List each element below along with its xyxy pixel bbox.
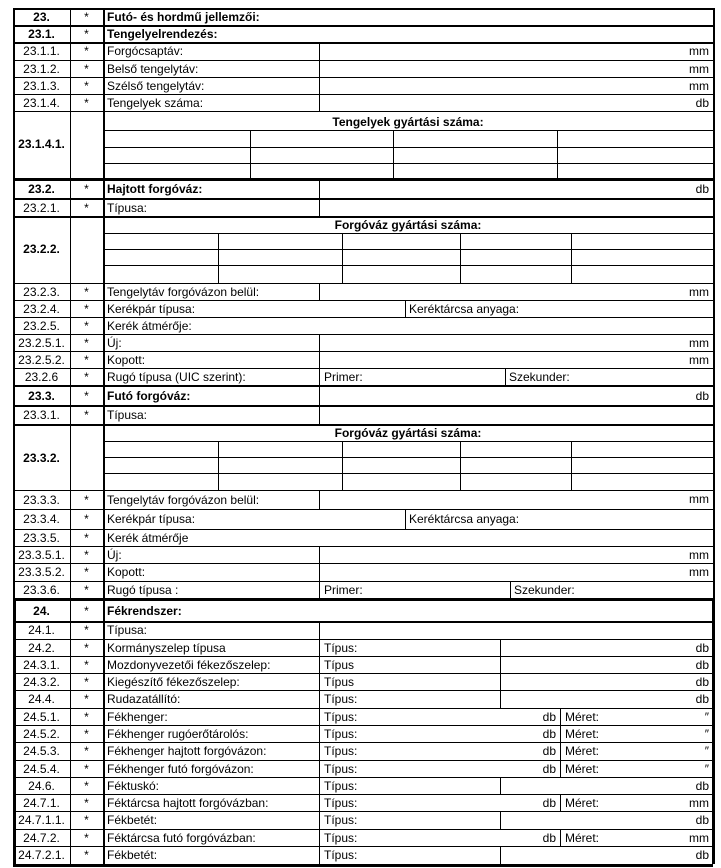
required-marker: *	[84, 709, 89, 724]
field-label: Fékhenger futó forgóvázon:	[107, 761, 254, 776]
serial-number-field[interactable]	[104, 164, 249, 179]
field-label: Típus:	[324, 813, 358, 827]
grid-line	[571, 233, 572, 283]
row-number: 23.1.1.	[23, 44, 60, 58]
required-marker: *	[84, 778, 89, 793]
field-label: Féktárcsa hajtott forgóvázban:	[107, 795, 269, 810]
field-label: Rugó típusa (UIC szerint):	[107, 370, 246, 384]
grid-line	[13, 111, 713, 112]
row-number: 24.5.2.	[23, 726, 60, 741]
row-number: 24.4.	[28, 692, 55, 706]
required-marker: *	[84, 62, 89, 76]
grid-line	[103, 441, 713, 442]
unit-label: db	[695, 778, 709, 793]
required-marker: *	[84, 512, 89, 526]
required-marker: *	[84, 10, 89, 24]
unit-label: db	[542, 709, 556, 724]
serial-number-field[interactable]	[251, 148, 392, 163]
row-number: 23.3.1.	[23, 408, 60, 422]
section-number: 23.1.	[28, 27, 55, 41]
serial-number-field[interactable]	[558, 148, 712, 163]
unit-label: mm	[689, 548, 709, 562]
required-marker: *	[84, 674, 89, 689]
required-marker: *	[84, 604, 89, 618]
required-marker: *	[84, 201, 89, 215]
unit-label: mm	[689, 492, 709, 506]
field-label: Típus:	[324, 778, 358, 793]
required-marker: *	[84, 96, 89, 110]
unit-label: mm	[689, 565, 709, 579]
field-label: Kerék átmérője	[107, 530, 189, 545]
section-number: 24.	[33, 604, 50, 618]
field-label: Primer:	[324, 583, 363, 597]
field-label: Típus	[324, 657, 355, 672]
section-number: 23.2.	[28, 182, 55, 196]
row-number: 23.1.3.	[23, 79, 60, 93]
block-title: Forgóváz gyártási száma:	[334, 426, 482, 440]
unit-label: ″	[704, 761, 709, 776]
field-label: Rudazatállító:	[107, 692, 181, 706]
field-label: Típusa:	[107, 201, 148, 215]
value-field[interactable]	[320, 564, 680, 579]
serial-number-field[interactable]	[558, 131, 712, 146]
grid-line	[13, 94, 713, 95]
unit-label: db	[542, 761, 556, 776]
required-marker: *	[84, 547, 89, 562]
field-label: Szélső tengelytáv:	[107, 79, 205, 93]
grid-line	[460, 233, 461, 283]
unit-label: db	[695, 182, 709, 196]
required-marker: *	[84, 795, 89, 810]
unit-label: mm	[689, 79, 709, 93]
field-label: Mozdonyvezetői fékezőszelep:	[107, 657, 271, 672]
field-label: Típusa:	[107, 623, 148, 637]
serial-number-field[interactable]	[394, 164, 556, 179]
unit-label: mm	[689, 795, 709, 810]
row-number: 23.3.2.	[23, 451, 60, 465]
grid-line	[13, 529, 713, 530]
required-marker: *	[84, 27, 89, 41]
grid-line	[70, 598, 71, 864]
required-marker: *	[84, 44, 89, 58]
row-number: 23.2.5.2.	[18, 353, 65, 367]
value-field[interactable]	[320, 622, 710, 638]
row-number: 23.3.4.	[23, 512, 60, 526]
field-label: Méret:	[565, 726, 600, 741]
value-field[interactable]	[320, 94, 680, 111]
field-label: Kerékpár típusa:	[107, 512, 196, 526]
required-marker: *	[84, 761, 89, 776]
field-label: Forgócsaptáv:	[107, 44, 184, 58]
grid-line	[103, 249, 713, 250]
grid-line	[713, 8, 715, 598]
grid-line	[103, 598, 105, 864]
unit-label: mm	[689, 353, 709, 367]
grid-line	[13, 317, 713, 318]
section-title: Tengelyelrendezés:	[107, 27, 218, 41]
grid-line	[13, 77, 713, 78]
unit-label: mm	[689, 830, 709, 845]
field-label: Kopott:	[107, 565, 146, 579]
row-number: 23.2.5.	[23, 319, 60, 333]
row-number: 23.1.2.	[23, 62, 60, 76]
unit-label: ″	[704, 744, 709, 758]
unit-label: db	[542, 744, 556, 758]
value-field[interactable]	[320, 406, 710, 423]
row-number: 23.2.4.	[23, 302, 60, 316]
row-number: 24.3.1.	[23, 657, 60, 672]
required-marker: *	[84, 830, 89, 845]
serial-number-field[interactable]	[251, 164, 392, 179]
serial-number-field[interactable]	[394, 148, 556, 163]
row-number: 23.2.6	[24, 370, 59, 384]
field-label: Kopott:	[107, 353, 146, 367]
value-field[interactable]	[320, 491, 680, 508]
field-label: Kiegészítő fékezőszelep:	[107, 674, 240, 689]
row-number: 24.3.2.	[23, 674, 60, 689]
field-label: Fékbetét:	[107, 813, 158, 827]
field-label: Kormányszelep típusa	[107, 640, 226, 655]
unit-label: db	[542, 726, 556, 741]
field-label: Fékbetét:	[107, 848, 158, 862]
section-title: Futó- és hordmű jellemzői:	[107, 10, 260, 24]
block-title: Forgóváz gyártási száma:	[334, 218, 482, 232]
field-label: Rugó típusa :	[107, 582, 179, 597]
unit-label: db	[695, 640, 709, 655]
serial-number-field[interactable]	[394, 131, 556, 146]
unit-label: db	[542, 830, 556, 845]
value-field[interactable]	[540, 301, 710, 316]
value-field[interactable]	[540, 511, 710, 528]
field-label: Keréktárcsa anyaga:	[409, 512, 520, 526]
grid-line	[319, 42, 320, 111]
grid-line	[505, 368, 506, 385]
required-marker: *	[84, 848, 89, 862]
unit-label: db	[695, 848, 709, 862]
grid-line	[319, 581, 320, 598]
required-marker: *	[84, 389, 89, 403]
field-label: Fékhenger:	[107, 709, 168, 724]
required-marker: *	[84, 319, 89, 333]
field-label: Kerékpár típusa:	[107, 302, 196, 316]
unit-label: mm	[689, 336, 709, 350]
row-number: 23.1.4.1.	[18, 137, 65, 151]
value-field[interactable]	[320, 179, 680, 198]
grid-line	[13, 60, 713, 61]
row-number: 24.7.2.	[23, 830, 60, 845]
field-label: Típusa:	[107, 408, 148, 422]
row-number: 23.3.5.1.	[18, 547, 65, 562]
required-marker: *	[84, 408, 89, 422]
row-number: 23.2.2.	[23, 242, 60, 256]
unit-label: mm	[689, 44, 709, 58]
row-number: 24.7.1.	[23, 795, 60, 810]
grid-line	[319, 368, 320, 385]
unit-label: db	[695, 389, 709, 403]
field-label: Típus:	[324, 795, 358, 810]
block-title: Tengelyek gyártási száma:	[332, 115, 484, 129]
field-label: Típus:	[324, 640, 358, 655]
unit-label: mm	[689, 285, 709, 299]
row-number: 24.7.1.1.	[18, 813, 65, 827]
grid-line	[103, 233, 713, 234]
unit-label: db	[695, 692, 709, 706]
grid-line	[712, 598, 715, 864]
field-label: Új:	[107, 336, 122, 350]
required-marker: *	[84, 623, 89, 637]
section-number: 23.	[33, 10, 50, 24]
grid-line	[103, 457, 713, 458]
field-label: Új:	[107, 547, 122, 562]
required-marker: *	[84, 744, 89, 758]
row-number: 24.1.	[28, 623, 55, 637]
serial-number-field[interactable]	[558, 164, 712, 179]
grid-line	[13, 581, 713, 582]
required-marker: *	[84, 582, 89, 597]
required-marker: *	[84, 530, 89, 545]
required-marker: *	[84, 182, 89, 196]
serial-number-field[interactable]	[251, 131, 392, 146]
value-field[interactable]	[320, 199, 710, 216]
grid-line	[342, 441, 343, 490]
required-marker: *	[84, 336, 89, 350]
required-marker: *	[84, 353, 89, 367]
grid-line	[460, 441, 461, 490]
field-label: Tengelytáv forgóvázon belül:	[107, 492, 260, 507]
grid-line	[103, 8, 105, 598]
field-label: Fékhenger hajtott forgóvázon:	[107, 744, 267, 758]
grid-line	[405, 509, 406, 529]
grid-line	[13, 509, 713, 510]
unit-label: mm	[689, 62, 709, 76]
field-label: Típus:	[324, 709, 358, 724]
grid-line	[405, 300, 406, 317]
field-label: Méret:	[565, 795, 600, 810]
field-label: Típus:	[324, 830, 358, 845]
grid-line	[70, 111, 71, 178]
row-number: 23.3.6.	[23, 582, 60, 597]
field-label: Méret:	[565, 709, 600, 724]
grid-line	[342, 233, 343, 283]
row-number: 24.7.2.1.	[18, 848, 65, 862]
row-number: 24.5.1.	[23, 709, 60, 724]
grid-line	[103, 265, 713, 266]
value-field[interactable]	[320, 42, 680, 60]
field-label: Méret:	[565, 830, 600, 845]
serial-number-field[interactable]	[104, 131, 249, 146]
value-field[interactable]	[320, 352, 680, 367]
grid-line	[13, 864, 713, 867]
field-label: Féktuskó:	[107, 778, 160, 793]
section-number: 23.3.	[28, 389, 55, 403]
field-label: Méret:	[565, 761, 600, 776]
required-marker: *	[84, 302, 89, 316]
row-number: 23.2.5.1.	[18, 336, 65, 350]
required-marker: *	[84, 640, 89, 655]
row-number: 23.2.1.	[23, 201, 60, 215]
grid-line	[13, 598, 713, 601]
field-label: Tengelyek száma:	[107, 96, 204, 110]
unit-label: ″	[704, 726, 709, 741]
section-title: Futó forgóváz:	[107, 389, 191, 403]
row-number: 24.5.3.	[23, 744, 60, 758]
field-label: Szekunder:	[509, 370, 570, 384]
field-label: Fékhenger rugóerőtárolós:	[107, 726, 249, 741]
value-field[interactable]	[320, 60, 680, 77]
field-label: Méret:	[565, 744, 600, 758]
field-label: Típus:	[324, 761, 358, 776]
grid-line	[510, 581, 511, 598]
required-marker: *	[84, 79, 89, 93]
unit-label: db	[695, 813, 709, 827]
field-label: Kerék átmérője:	[107, 319, 192, 333]
grid-line	[218, 233, 219, 283]
row-number: 24.5.4.	[23, 761, 60, 776]
unit-label: db	[695, 657, 709, 672]
field-label: Típus:	[324, 726, 358, 741]
unit-label: db	[695, 674, 709, 689]
field-label: Szekunder:	[514, 583, 575, 597]
grid-line	[70, 8, 71, 598]
required-marker: *	[84, 492, 89, 507]
section-title: Fékrendszer:	[107, 604, 182, 618]
section-title: Hajtott forgóváz:	[107, 182, 203, 196]
field-label: Primer:	[324, 370, 363, 384]
field-label: Tengelytáv forgóvázon belül:	[107, 285, 260, 299]
grid-line	[13, 8, 15, 598]
unit-label: ″	[704, 709, 709, 724]
row-number: 24.2.	[28, 640, 55, 655]
required-marker: *	[84, 692, 89, 706]
field-label: Típus:	[324, 692, 358, 706]
value-field[interactable]	[320, 386, 680, 405]
unit-label: db	[695, 96, 709, 110]
required-marker: *	[84, 657, 89, 672]
unit-label: db	[542, 795, 556, 810]
grid-line	[13, 598, 16, 864]
value-field[interactable]	[320, 547, 680, 562]
row-number: 23.2.3.	[23, 285, 60, 299]
row-number: 23.3.5.2.	[18, 565, 65, 579]
required-marker: *	[84, 726, 89, 741]
serial-number-field[interactable]	[104, 148, 249, 163]
required-marker: *	[84, 565, 89, 579]
required-marker: *	[84, 370, 89, 384]
row-number: 24.6.	[28, 778, 55, 793]
value-field[interactable]	[320, 335, 680, 350]
row-number: 23.1.4.	[23, 96, 60, 110]
row-number: 23.3.3.	[23, 492, 60, 507]
field-label: Típus:	[324, 744, 358, 758]
value-field[interactable]	[320, 284, 680, 299]
grid-line	[571, 441, 572, 490]
grid-line	[218, 441, 219, 490]
grid-line	[13, 368, 713, 369]
required-marker: *	[84, 285, 89, 299]
field-label: Keréktárcsa anyaga:	[409, 302, 520, 316]
row-number: 23.3.5.	[23, 530, 60, 545]
value-field[interactable]	[320, 77, 680, 94]
field-label: Típus:	[324, 848, 358, 862]
grid-line	[103, 473, 713, 474]
field-label: Típus	[324, 674, 355, 689]
field-label: Féktárcsa futó forgóvázban:	[107, 830, 256, 845]
required-marker: *	[84, 813, 89, 827]
field-label: Belső tengelytáv:	[107, 62, 199, 76]
